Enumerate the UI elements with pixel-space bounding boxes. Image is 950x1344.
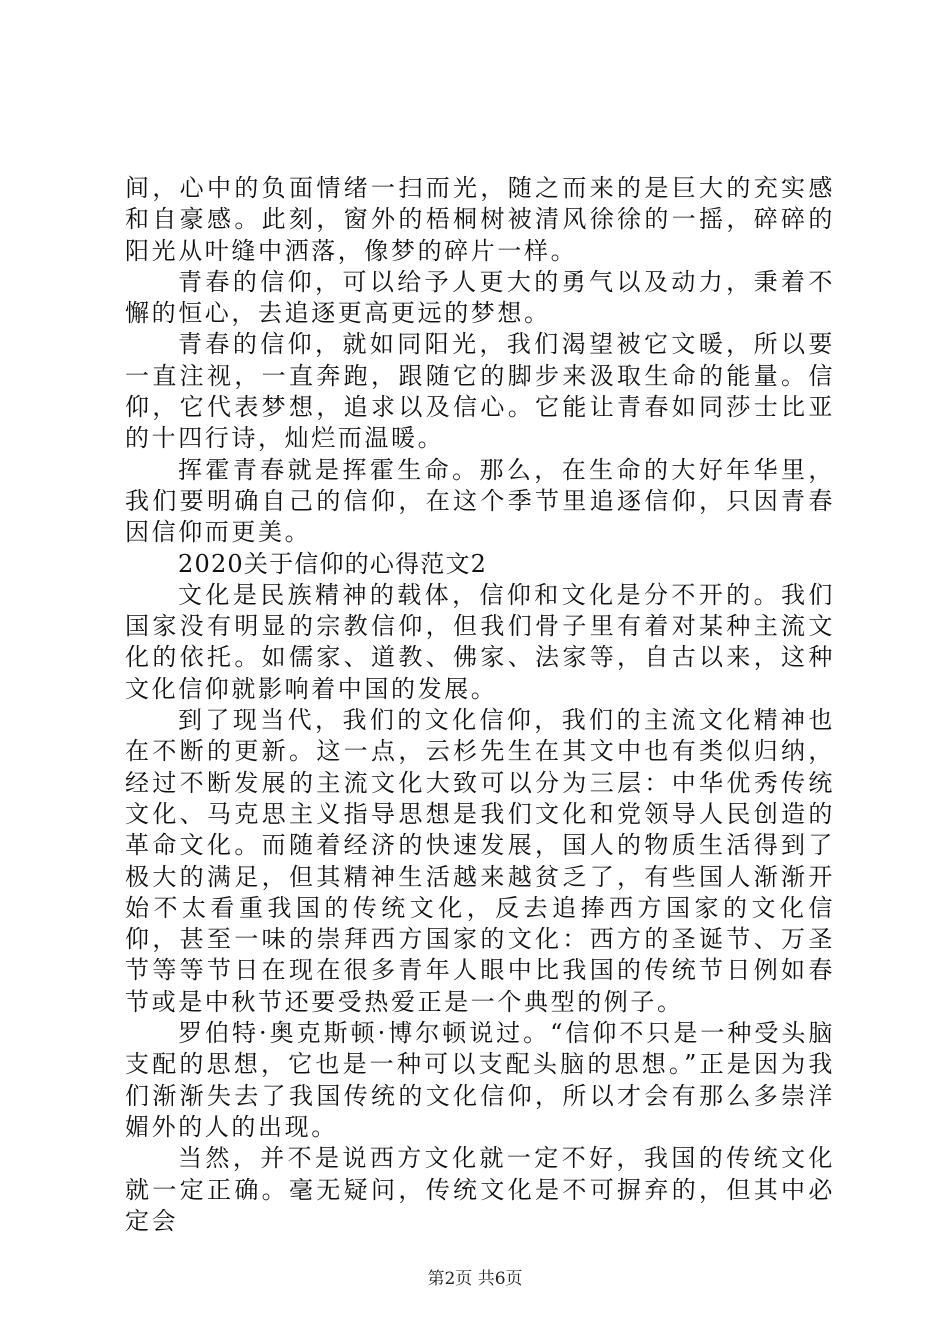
- paragraph-youth-life: 挥霍青春就是挥霍生命。那么，在生命的大好年华里，我们要明确自己的信仰，在这个季节里追逐信仰，只因青春因信仰而更美。: [125, 455, 835, 547]
- paragraph-western-culture: 当然，并不是说西方文化就一定不好，我国的传统文化就一定正确。毫无疑问，传统文化是不可摒弃的，但其中必定会: [125, 1144, 835, 1235]
- section-heading: 2020关于信仰的心得范文2: [178, 549, 488, 578]
- paragraph-quote-bolton: 罗伯特·奥克斯顿·博尔顿说过。“信仰不只是一种受头脑支配的思想，它也是一种可以支配头脑的思想。”正是因为我们渐渐失去了我国传统的文化信仰，所以才会有那么多崇洋媚外的人的出现。: [125, 1019, 835, 1141]
- paragraph-continuation: 间，心中的负面情绪一扫而光，随之而来的是巨大的充实感和自豪感。此刻，窗外的梧桐树被清风徐徐的一摇，碎碎的阳光从叶缝中洒落，像梦的碎片一样。: [125, 174, 835, 265]
- paragraph-modern-culture: 到了现当代，我们的文化信仰，我们的主流文化精神也在不断的更新。这一点，云杉先生在其文中也有类似归纳，经过不断发展的主流文化大致可以分为三层：中华优秀传统文化、马克思主义指导思想是我们文化和党领导人民创造的革命文化。而随着经济的快速发展，国人的物质生活得到了极大的满足，但其精神生活越来越贫乏了，有些国人渐渐开始不太看重我国的传统文化，反去追捧西方国家的文化信仰，甚至一味的崇拜西方国家的文化：西方的圣诞节、万圣节等等节日在现在很多青年人眼中比我国的传统节日例如春节或是中秋节还要受热爱正是一个典型的例子。: [125, 706, 835, 1016]
- paragraph-culture-carrier: 文化是民族精神的载体，信仰和文化是分不开的。我们国家没有明显的宗教信仰，但我们骨子里有着对某种主流文化的依托。如儒家、道教、佛家、法家等，自古以来，这种文化信仰就影响着中国的发展。: [125, 580, 835, 703]
- page-number-footer: 第2页 共6页: [427, 1269, 523, 1289]
- document-body: [125, 173, 835, 1237]
- paragraph-youth-faith-courage: 青春的信仰，可以给予人更大的勇气以及动力，秉着不懈的恒心，去追逐更高更远的梦想。: [125, 267, 835, 328]
- paragraph-youth-faith-sunshine: 青春的信仰，就如同阳光，我们渴望被它文暖，所以要一直注视，一直奔跑，跟随它的脚步来汲取生命的能量。信仰，它代表梦想，追求以及信心。它能让青春如同莎士比亚的十四行诗，灿烂而温暖。: [125, 330, 835, 453]
